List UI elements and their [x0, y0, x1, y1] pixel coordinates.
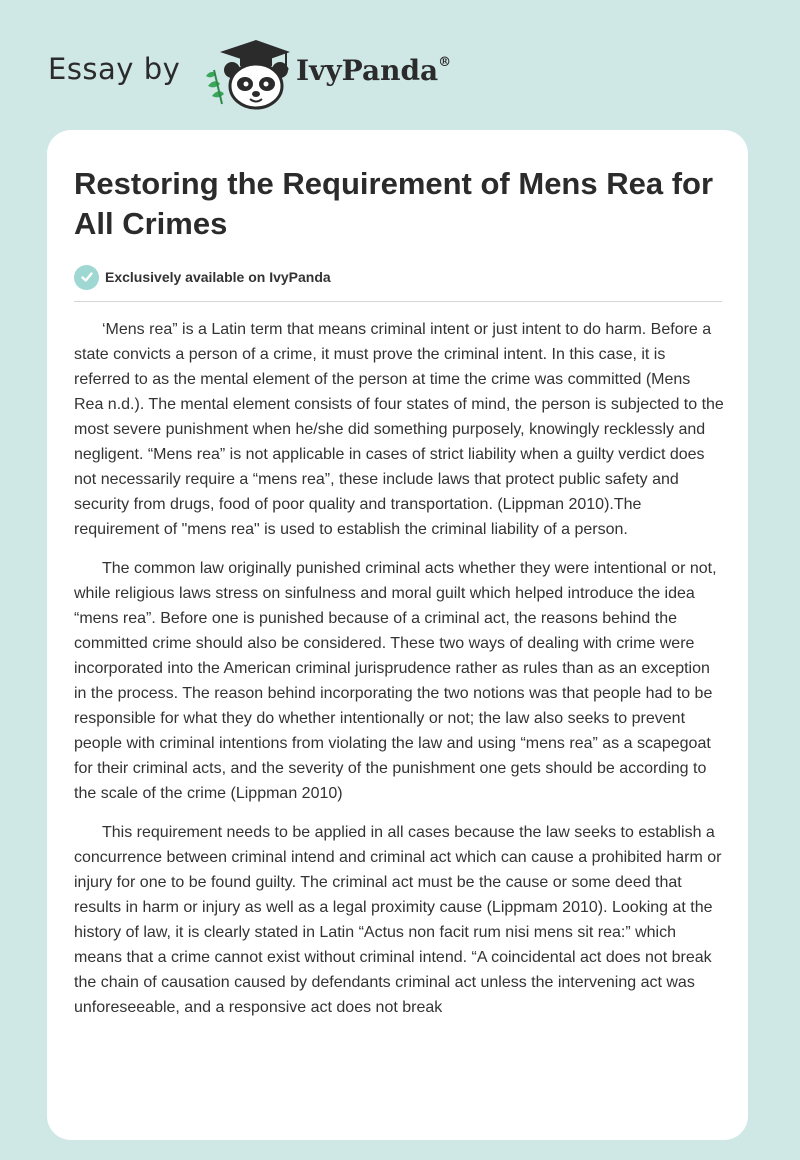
site-header: [48, 30, 548, 110]
panda-graduate-icon[interactable]: [200, 34, 292, 110]
leaf-icon: [206, 70, 224, 104]
page-title: Restoring the Requirement of Mens Rea for All Crimes: [74, 166, 714, 241]
brand-logo[interactable]: [296, 54, 451, 87]
brand-name: IvyPanda: [296, 54, 439, 87]
paragraph: ‘Mens rea” is a Latin term that means criminal intent or just intent to do harm. Before a state convicts a person of a crime, it must prove the criminal intent. In this case, it is referred to as the mental element of the person at time the crime was committed (Mens Rea n.d.). The mental element consists of four states of mind, the person is subjected to the most severe punishment when he/she did something purposely, knowingly recklessly and negligent. “Mens rea” is not applicable in cases of strict liability when a guilty verdict does not necessarily require a “mens rea”, these include laws that protect public safety and security from drugs, food of poor quality and transportation. (Lippman 2010).The requirement of "mens rea" is used to establish the criminal liability of a person.: [74, 321, 724, 538]
paragraph: The common law originally punished criminal acts whether they were intentional or not, while religious laws stress on sinfulness and moral guilt which helped introduce the idea “mens rea”. Before one is punished because of a criminal act, the reasons behind the committed crime should also be considered. These two ways of dealing with crime were incorporated into the American criminal jurisprudence rather as rules than as an exception in the process. The reason behind incorporating the two notions was that people had to be responsible for what they do whether intentionally or not; the law also seeks to prevent people with criminal intentions from violating the law and using “mens rea” as a scapegoat for their criminal acts, and the severity of the punishment one gets should be according to the scale of the crime (Lippman 2010): [74, 560, 717, 802]
exclusive-badge: [74, 264, 721, 290]
divider: [74, 301, 722, 302]
exclusive-label: Exclusively available on IvyPanda: [105, 269, 331, 285]
essay-by-label: Essay by: [48, 52, 181, 86]
essay-body: [74, 317, 724, 1020]
check-circle-icon: [74, 265, 99, 290]
registered-mark: ®: [438, 54, 452, 70]
essay-card: [47, 130, 748, 1140]
paragraph: This requirement needs to be applied in all cases because the law seeks to establish a concurrence between criminal intend and criminal act which can cause a prohibited harm or injury for one to be found guilty. The criminal act must be the cause or some deed that results in harm or injury as well as a legal proximity cause (Lippmam 2010). Looking at the history of law, it is clearly stated in Latin “Actus non facit rum nisi mens sit rea:” which means that a crime cannot exist without criminal intend. “A coincidental act does not break the chain of causation caused by defendants criminal act unless the intervening act was unforeseeable, and a responsive act does not break: [74, 824, 722, 1016]
